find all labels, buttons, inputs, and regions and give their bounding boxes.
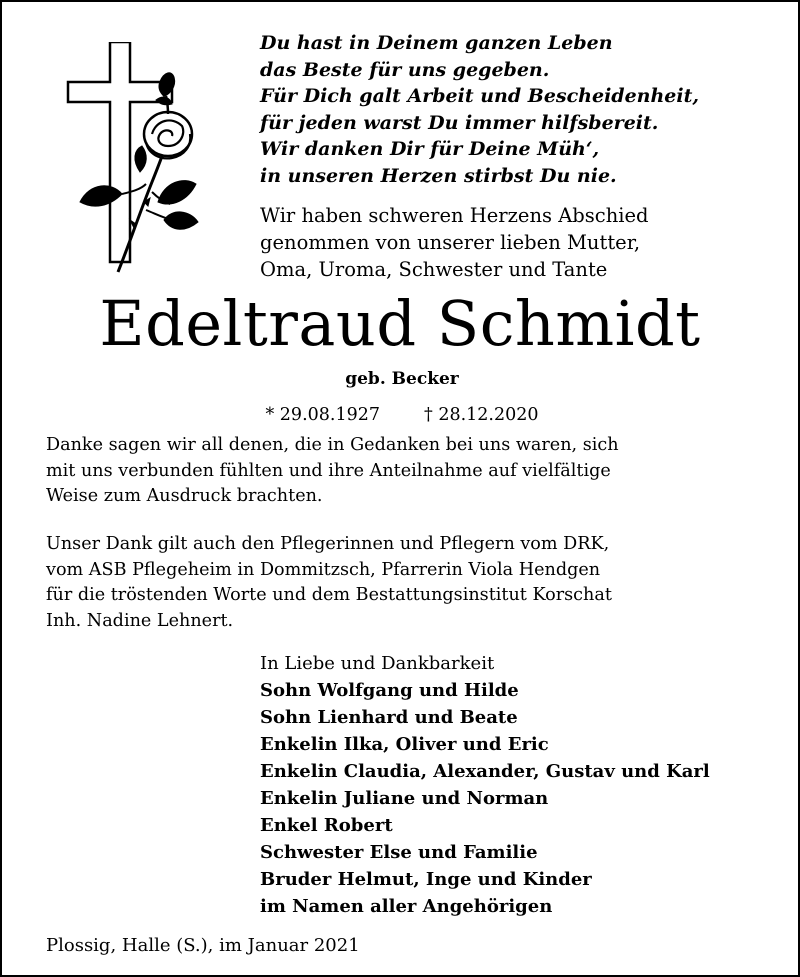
text-line: Inh. Nadine Lehnert. (46, 610, 234, 631)
death-date: † 28.12.2020 (424, 405, 539, 425)
family-member: Bruder Helmut, Inge und Kinder (260, 869, 592, 890)
poem-line: das Beste für uns gegeben. (260, 58, 550, 81)
poem-line: für jeden warst Du immer hilfsbereit. (260, 111, 659, 134)
maiden-name: geb. Becker (345, 369, 459, 389)
text-line: Danke sagen wir all denen, die in Gedanken bei uns waren, sich (46, 435, 619, 455)
farewell-intro (260, 202, 649, 283)
family-member: Enkelin Juliane und Norman (260, 788, 549, 809)
family-member: Enkelin Ilka, Oliver und Eric (260, 734, 549, 755)
family-member: Sohn Lienhard und Beate (260, 707, 518, 728)
family-member: Enkel Robert (260, 815, 393, 836)
cross-with-rose-icon (60, 42, 210, 282)
poem-line: Für Dich galt Arbeit und Bescheidenheit, (260, 85, 699, 107)
family-member: Enkelin Claudia, Alexander, Gustav und Karl (260, 761, 710, 782)
signoff-lead: In Liebe und Dankbarkeit (260, 653, 495, 674)
thanks-paragraph-1 (46, 433, 766, 510)
intro-line: Wir haben schweren Herzens Abschied (260, 204, 649, 227)
text-line: für die tröstenden Worte und dem Bestattungsinstitut Korschat (46, 585, 612, 605)
text-line: Unser Dank gilt auch den Pflegerinnen und Pflegern vom DRK, (46, 534, 610, 554)
deceased-name: Edeltraud Schmidt (99, 287, 701, 360)
life-dates (2, 402, 800, 428)
family-member: Schwester Else und Familie (260, 842, 538, 863)
memorial-poem (260, 30, 699, 189)
family-signoff (260, 650, 710, 920)
thanks-paragraph-2 (46, 532, 766, 634)
text-line: mit uns verbunden fühlten und ihre Anteilnahme auf vielfältige (46, 460, 611, 481)
place-and-date: Plossig, Halle (S.), im Januar 2021 (46, 935, 360, 956)
family-member: im Namen aller Angehörigen (260, 896, 553, 917)
text-line: vom ASB Pflegeheim in Dommitzsch, Pfarrerin Viola Hendgen (46, 559, 601, 580)
intro-line: Oma, Uroma, Schwester und Tante (260, 258, 608, 281)
intro-line: genommen von unserer lieben Mutter, (260, 231, 641, 254)
poem-line: Du hast in Deinem ganzen Leben (260, 32, 613, 54)
family-member: Sohn Wolfgang und Hilde (260, 680, 519, 701)
birth-date: * 29.08.1927 (265, 405, 380, 425)
poem-line: in unseren Herzen stirbst Du nie. (260, 164, 617, 187)
poem-line: Wir danken Dir für Deine Müh‘, (260, 138, 600, 160)
text-line: Weise zum Ausdruck brachten. (46, 486, 323, 506)
